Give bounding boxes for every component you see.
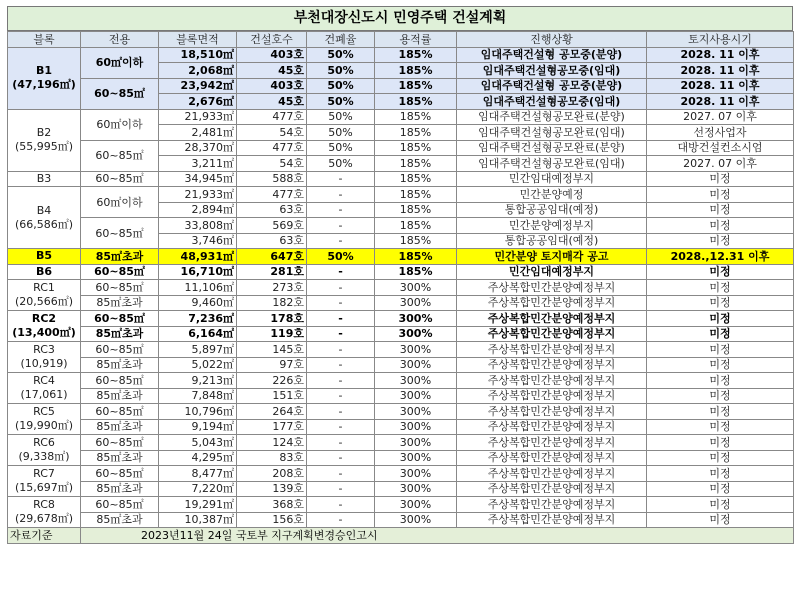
bcr-cell: 50%: [307, 156, 375, 172]
status-cell: 통합공공임대(예정): [457, 202, 647, 218]
header-far: 용적률: [375, 32, 457, 48]
far-cell: 185%: [375, 202, 457, 218]
far-cell: 185%: [375, 233, 457, 249]
status-cell: 주상복합민간분양예정부지: [457, 295, 647, 311]
block-area-cell: 9,194㎡: [159, 419, 237, 435]
table-row: [8, 326, 794, 342]
bcr-cell: -: [307, 295, 375, 311]
use-type-cell: 85㎡초과: [81, 512, 159, 528]
land-use-time-cell: 미정: [647, 373, 794, 389]
land-use-time-cell: 미정: [647, 419, 794, 435]
units-cell: 45호: [237, 94, 307, 110]
units-cell: 477호: [237, 109, 307, 125]
land-use-time-cell: 대방건설컨소시엄: [647, 140, 794, 156]
land-use-time-cell: 미정: [647, 512, 794, 528]
block-area-cell: 9,213㎡: [159, 373, 237, 389]
bcr-cell: -: [307, 171, 375, 187]
far-cell: 185%: [375, 109, 457, 125]
use-type-cell: 60~85㎡: [81, 497, 159, 513]
header-status: 진행상황: [457, 32, 647, 48]
bcr-cell: 50%: [307, 125, 375, 141]
land-use-time-cell: 미정: [647, 326, 794, 342]
bcr-cell: -: [307, 419, 375, 435]
block-area-cell: 2,894㎡: [159, 202, 237, 218]
use-type-cell: 60~85㎡: [81, 311, 159, 327]
land-use-time-cell: 미정: [647, 342, 794, 358]
status-cell: 통합공공임대(예정): [457, 233, 647, 249]
units-cell: 208호: [237, 466, 307, 482]
far-cell: 185%: [375, 264, 457, 280]
bcr-cell: 50%: [307, 109, 375, 125]
far-cell: 300%: [375, 388, 457, 404]
header-use: 전용: [81, 32, 159, 48]
block-area-cell: 21,933㎡: [159, 187, 237, 203]
block-area-cell: 5,897㎡: [159, 342, 237, 358]
block-area-cell: 3,211㎡: [159, 156, 237, 172]
block-name: RC7: [33, 467, 55, 480]
land-use-time-cell: 미정: [647, 497, 794, 513]
block-area-cell: 16,710㎡: [159, 264, 237, 280]
table-row: [8, 404, 794, 420]
units-cell: 477호: [237, 187, 307, 203]
status-cell: 민간분양예정부지: [457, 218, 647, 234]
units-cell: 156호: [237, 512, 307, 528]
bcr-cell: -: [307, 218, 375, 234]
bcr-cell: 50%: [307, 249, 375, 265]
block-cell: [8, 280, 81, 311]
use-type-cell: 85㎡초과: [81, 295, 159, 311]
header-area: 블록면적: [159, 32, 237, 48]
land-use-time-cell: 2027. 07 이후: [647, 109, 794, 125]
far-cell: 300%: [375, 311, 457, 327]
far-cell: 300%: [375, 466, 457, 482]
block-name: RC1: [33, 281, 55, 294]
far-cell: 185%: [375, 94, 457, 110]
footer-text: 2023년11월 24일 국토부 지구계획변경승인고시: [81, 528, 794, 544]
units-cell: 264호: [237, 404, 307, 420]
far-cell: 300%: [375, 326, 457, 342]
bcr-cell: -: [307, 202, 375, 218]
far-cell: 300%: [375, 373, 457, 389]
block-area-cell: 7,220㎡: [159, 481, 237, 497]
block-name: B5: [35, 249, 53, 263]
far-cell: 185%: [375, 47, 457, 63]
bcr-cell: 50%: [307, 78, 375, 94]
far-cell: 300%: [375, 512, 457, 528]
status-cell: 주상복합민간분양예정부지: [457, 311, 647, 327]
block-area-cell: 19,291㎡: [159, 497, 237, 513]
header-land-use-time: 토지사용시기: [647, 32, 794, 48]
far-cell: 300%: [375, 404, 457, 420]
block-area-cell: 28,370㎡: [159, 140, 237, 156]
status-cell: 주상복합민간분양예정부지: [457, 497, 647, 513]
block-area-cell: 7,848㎡: [159, 388, 237, 404]
bcr-cell: 50%: [307, 63, 375, 79]
use-type-cell: 85㎡초과: [81, 249, 159, 265]
use-type-cell: 60~85㎡: [81, 218, 159, 249]
land-use-time-cell: 2028. 11 이후: [647, 94, 794, 110]
status-cell: 임대주택건설형공모중(임대): [457, 94, 647, 110]
use-type-cell: 60~85㎡: [81, 78, 159, 109]
status-cell: 주상복합민간분양예정부지: [457, 280, 647, 296]
block-total-area: (10,919): [20, 357, 68, 370]
use-type-cell: 60~85㎡: [81, 373, 159, 389]
use-type-cell: 60~85㎡: [81, 404, 159, 420]
use-type-cell: 60~85㎡: [81, 171, 159, 187]
units-cell: 477호: [237, 140, 307, 156]
land-use-time-cell: 미정: [647, 264, 794, 280]
block-area-cell: 5,022㎡: [159, 357, 237, 373]
status-cell: 임대주택건설형 공모중(분양): [457, 47, 647, 63]
table-row: [8, 218, 794, 234]
block-cell: [8, 109, 81, 171]
status-cell: 임대주택건설형공모완료(분양): [457, 140, 647, 156]
table-row: [8, 481, 794, 497]
use-type-cell: 85㎡초과: [81, 326, 159, 342]
block-name: RC2: [31, 312, 57, 325]
land-use-time-cell: 2028. 11 이후: [647, 63, 794, 79]
table-row: [8, 466, 794, 482]
block-cell: [8, 249, 81, 265]
block-area-cell: 9,460㎡: [159, 295, 237, 311]
bcr-cell: -: [307, 373, 375, 389]
status-cell: 임대주택건설형공모중(임대): [457, 63, 647, 79]
block-total-area: (20,566㎡): [14, 295, 74, 308]
block-name: B1: [35, 64, 53, 77]
table-row: [8, 342, 794, 358]
block-name: B2: [36, 126, 52, 139]
status-cell: 민간분양예정: [457, 187, 647, 203]
units-cell: 226호: [237, 373, 307, 389]
bcr-cell: -: [307, 450, 375, 466]
units-cell: 368호: [237, 497, 307, 513]
bcr-cell: -: [307, 280, 375, 296]
header-units: 건설호수: [237, 32, 307, 48]
land-use-time-cell: 미정: [647, 357, 794, 373]
far-cell: 185%: [375, 171, 457, 187]
status-cell: 주상복합민간분양예정부지: [457, 466, 647, 482]
header-block: 블록: [8, 32, 81, 48]
far-cell: 300%: [375, 481, 457, 497]
bcr-cell: -: [307, 404, 375, 420]
use-type-cell: 60~85㎡: [81, 264, 159, 280]
block-total-area: (15,697㎡): [14, 481, 74, 494]
bcr-cell: -: [307, 233, 375, 249]
table-row: [8, 140, 794, 156]
units-cell: 63호: [237, 202, 307, 218]
block-area-cell: 33,808㎡: [159, 218, 237, 234]
block-area-cell: 4,295㎡: [159, 450, 237, 466]
status-cell: 주상복합민간분양예정부지: [457, 326, 647, 342]
status-cell: 민간임대예정부지: [457, 171, 647, 187]
status-cell: 주상복합민간분양예정부지: [457, 419, 647, 435]
land-use-time-cell: 미정: [647, 435, 794, 451]
far-cell: 300%: [375, 342, 457, 358]
land-use-time-cell: 미정: [647, 481, 794, 497]
bcr-cell: -: [307, 388, 375, 404]
block-total-area: (19,990㎡): [14, 419, 74, 432]
block-area-cell: 8,477㎡: [159, 466, 237, 482]
far-cell: 300%: [375, 357, 457, 373]
status-cell: 주상복합민간분양예정부지: [457, 512, 647, 528]
use-type-cell: 85㎡초과: [81, 450, 159, 466]
block-area-cell: 11,106㎡: [159, 280, 237, 296]
land-use-time-cell: 미정: [647, 187, 794, 203]
header-bcr: 건폐율: [307, 32, 375, 48]
land-use-time-cell: 미정: [647, 218, 794, 234]
block-area-cell: 2,481㎡: [159, 125, 237, 141]
units-cell: 139호: [237, 481, 307, 497]
block-total-area: (13,400㎡): [12, 326, 76, 339]
units-cell: 145호: [237, 342, 307, 358]
table-row: [8, 388, 794, 404]
construction-plan-table: [7, 31, 794, 544]
block-cell: [8, 497, 81, 528]
units-cell: 569호: [237, 218, 307, 234]
use-type-cell: 60㎡이하: [81, 109, 159, 140]
bcr-cell: 50%: [307, 94, 375, 110]
block-total-area: (9,338㎡): [18, 450, 70, 463]
status-cell: 주상복합민간분양예정부지: [457, 342, 647, 358]
land-use-time-cell: 미정: [647, 404, 794, 420]
far-cell: 185%: [375, 140, 457, 156]
block-name: RC4: [33, 374, 55, 387]
table-row: [8, 171, 794, 187]
use-type-cell: 60~85㎡: [81, 466, 159, 482]
block-area-cell: 5,043㎡: [159, 435, 237, 451]
block-name: RC3: [33, 343, 55, 356]
land-use-time-cell: 미정: [647, 311, 794, 327]
table-row: [8, 419, 794, 435]
block-cell: [8, 311, 81, 342]
units-cell: 647호: [237, 249, 307, 265]
table-row: [8, 187, 794, 203]
status-cell: 민간임대예정부지: [457, 264, 647, 280]
units-cell: 588호: [237, 171, 307, 187]
units-cell: 119호: [237, 326, 307, 342]
use-type-cell: 60㎡이하: [81, 187, 159, 218]
block-cell: [8, 373, 81, 404]
block-cell: [8, 264, 81, 280]
bcr-cell: 50%: [307, 47, 375, 63]
block-cell: [8, 466, 81, 497]
bcr-cell: -: [307, 357, 375, 373]
use-type-cell: 85㎡초과: [81, 481, 159, 497]
far-cell: 185%: [375, 156, 457, 172]
land-use-time-cell: 미정: [647, 280, 794, 296]
block-area-cell: 21,933㎡: [159, 109, 237, 125]
bcr-cell: -: [307, 435, 375, 451]
bcr-cell: -: [307, 311, 375, 327]
status-cell: 주상복합민간분양예정부지: [457, 388, 647, 404]
bcr-cell: 50%: [307, 140, 375, 156]
bcr-cell: -: [307, 342, 375, 358]
block-area-cell: 6,164㎡: [159, 326, 237, 342]
table-body: [8, 47, 794, 528]
use-type-cell: 85㎡초과: [81, 388, 159, 404]
units-cell: 124호: [237, 435, 307, 451]
block-total-area: (47,196㎡): [12, 78, 76, 91]
block-area-cell: 2,676㎡: [159, 94, 237, 110]
bcr-cell: -: [307, 497, 375, 513]
status-cell: 주상복합민간분양예정부지: [457, 404, 647, 420]
block-area-cell: 34,945㎡: [159, 171, 237, 187]
units-cell: 403호: [237, 78, 307, 94]
block-name: RC8: [33, 498, 55, 511]
block-name: B6: [35, 264, 53, 278]
units-cell: 45호: [237, 63, 307, 79]
status-cell: 주상복합민간분양예정부지: [457, 373, 647, 389]
use-type-cell: 60~85㎡: [81, 280, 159, 296]
block-area-cell: 3,746㎡: [159, 233, 237, 249]
units-cell: 83호: [237, 450, 307, 466]
page-title: 부천대장신도시 민영주택 건설계획: [7, 6, 793, 31]
far-cell: 300%: [375, 435, 457, 451]
status-cell: 임대주택건설형 공모중(분양): [457, 78, 647, 94]
block-name: RC6: [33, 436, 55, 449]
units-cell: 177호: [237, 419, 307, 435]
block-name: B4: [36, 203, 52, 217]
bcr-cell: -: [307, 466, 375, 482]
block-area-cell: 10,387㎡: [159, 512, 237, 528]
block-total-area: (66,586㎡): [14, 217, 74, 231]
land-use-time-cell: 미정: [647, 450, 794, 466]
footer-row: [8, 528, 794, 544]
far-cell: 185%: [375, 218, 457, 234]
land-use-time-cell: 2028. 11 이후: [647, 78, 794, 94]
table-row: [8, 78, 794, 94]
table-row: [8, 357, 794, 373]
table-row: [8, 450, 794, 466]
table-row: [8, 512, 794, 528]
header-row: [8, 32, 794, 48]
block-area-cell: 23,942㎡: [159, 78, 237, 94]
use-type-cell: 60~85㎡: [81, 140, 159, 171]
status-cell: 주상복합민간분양예정부지: [457, 357, 647, 373]
table-row: [8, 295, 794, 311]
far-cell: 300%: [375, 295, 457, 311]
block-cell: [8, 47, 81, 109]
far-cell: 300%: [375, 280, 457, 296]
status-cell: 주상복합민간분양예정부지: [457, 450, 647, 466]
land-use-time-cell: 미정: [647, 233, 794, 249]
block-total-area: (17,061): [20, 388, 68, 401]
table-row: [8, 264, 794, 280]
table-row: [8, 435, 794, 451]
units-cell: 178호: [237, 311, 307, 327]
use-type-cell: 60㎡이하: [81, 47, 159, 78]
far-cell: 185%: [375, 249, 457, 265]
units-cell: 182호: [237, 295, 307, 311]
block-area-cell: 18,510㎡: [159, 47, 237, 63]
table-row: [8, 280, 794, 296]
status-cell: 주상복합민간분양예정부지: [457, 435, 647, 451]
bcr-cell: -: [307, 187, 375, 203]
units-cell: 281호: [237, 264, 307, 280]
far-cell: 185%: [375, 125, 457, 141]
land-use-time-cell: 미정: [647, 466, 794, 482]
table-row: [8, 47, 794, 63]
block-area-cell: 10,796㎡: [159, 404, 237, 420]
land-use-time-cell: 미정: [647, 171, 794, 187]
land-use-time-cell: 선정사업자: [647, 125, 794, 141]
units-cell: 97호: [237, 357, 307, 373]
block-name: B3: [36, 171, 52, 185]
units-cell: 54호: [237, 156, 307, 172]
block-cell: [8, 171, 81, 187]
footer-label: 자료기준: [8, 528, 81, 544]
use-type-cell: 85㎡초과: [81, 419, 159, 435]
units-cell: 273호: [237, 280, 307, 296]
units-cell: 403호: [237, 47, 307, 63]
table-row: [8, 497, 794, 513]
bcr-cell: -: [307, 481, 375, 497]
land-use-time-cell: 미정: [647, 388, 794, 404]
block-name: RC5: [33, 405, 55, 418]
status-cell: 임대주택건설형공모완료(임대): [457, 125, 647, 141]
far-cell: 185%: [375, 63, 457, 79]
far-cell: 300%: [375, 450, 457, 466]
block-area-cell: 48,931㎡: [159, 249, 237, 265]
table-row: [8, 311, 794, 327]
table-row: [8, 249, 794, 265]
status-cell: 민간분양 토지매각 공고: [457, 249, 647, 265]
land-use-time-cell: 2028.,12.31 이후: [647, 249, 794, 265]
far-cell: 185%: [375, 78, 457, 94]
table-row: [8, 109, 794, 125]
block-area-cell: 7,236㎡: [159, 311, 237, 327]
land-use-time-cell: 2027. 07 이후: [647, 156, 794, 172]
use-type-cell: 60~85㎡: [81, 342, 159, 358]
block-total-area: (29,678㎡): [14, 512, 74, 525]
table-row: [8, 373, 794, 389]
block-total-area: (55,995㎡): [14, 140, 74, 153]
status-cell: 주상복합민간분양예정부지: [457, 481, 647, 497]
units-cell: 151호: [237, 388, 307, 404]
block-cell: [8, 435, 81, 466]
land-use-time-cell: 미정: [647, 202, 794, 218]
units-cell: 54호: [237, 125, 307, 141]
bcr-cell: -: [307, 264, 375, 280]
land-use-time-cell: 미정: [647, 295, 794, 311]
units-cell: 63호: [237, 233, 307, 249]
status-cell: 임대주택건설형공모완료(임대): [457, 156, 647, 172]
block-cell: [8, 187, 81, 249]
bcr-cell: -: [307, 512, 375, 528]
block-area-cell: 2,068㎡: [159, 63, 237, 79]
bcr-cell: -: [307, 326, 375, 342]
use-type-cell: 85㎡초과: [81, 357, 159, 373]
use-type-cell: 60~85㎡: [81, 435, 159, 451]
block-cell: [8, 342, 81, 373]
far-cell: 300%: [375, 419, 457, 435]
far-cell: 300%: [375, 497, 457, 513]
status-cell: 임대주택건설형공모완료(분양): [457, 109, 647, 125]
far-cell: 185%: [375, 187, 457, 203]
block-cell: [8, 404, 81, 435]
land-use-time-cell: 2028. 11 이후: [647, 47, 794, 63]
